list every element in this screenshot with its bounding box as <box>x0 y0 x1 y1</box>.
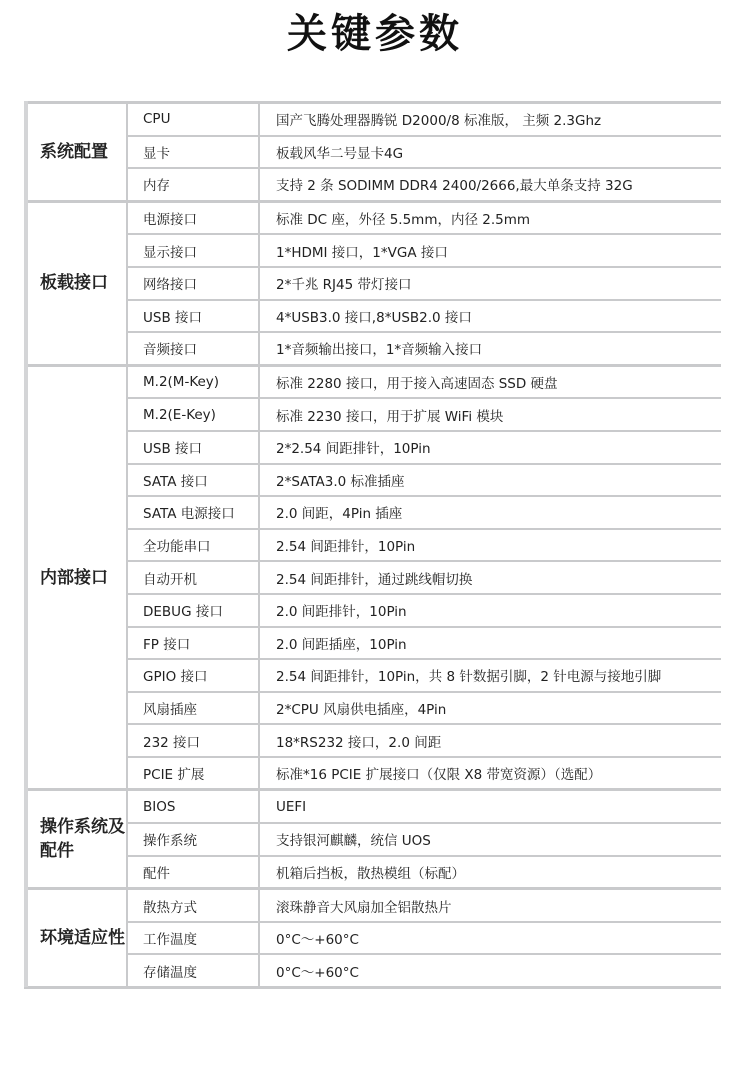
spec-item: 显示接口 <box>127 234 259 267</box>
spec-value: 支持 2 条 SODIMM DDR4 2400/2666,最大单条支持 32G <box>259 168 721 201</box>
spec-item: SATA 接口 <box>127 464 259 497</box>
spec-value: 标准*16 PCIE 扩展接口（仅限 X8 带宽资源）（选配） <box>259 757 721 790</box>
category-onboard-ports: 板载接口 <box>24 201 127 365</box>
spec-value: 2*CPU 风扇供电插座，4Pin <box>259 692 721 725</box>
spec-item: USB 接口 <box>127 300 259 333</box>
spec-item: 电源接口 <box>127 201 259 234</box>
table-row <box>24 889 721 922</box>
spec-item: 内存 <box>127 168 259 201</box>
table-row <box>24 365 721 398</box>
spec-item: USB 接口 <box>127 431 259 464</box>
spec-item: M.2(E-Key) <box>127 398 259 431</box>
spec-item: 风扇插座 <box>127 692 259 725</box>
spec-value: 板载风华二号显卡4G <box>259 136 721 169</box>
spec-item: DEBUG 接口 <box>127 594 259 627</box>
table-row <box>24 823 721 856</box>
table-row <box>24 201 721 234</box>
spec-value: 18*RS232 接口，2.0 间距 <box>259 724 721 757</box>
category-internal-ports: 内部接口 <box>24 365 127 790</box>
table-row <box>24 496 721 529</box>
spec-item: 操作系统 <box>127 823 259 856</box>
spec-item: 音频接口 <box>127 332 259 365</box>
spec-item: CPU <box>127 103 259 136</box>
spec-value: 0°C～+60°C <box>259 922 721 955</box>
category-environment: 环境适应性 <box>24 889 127 988</box>
table-row <box>24 594 721 627</box>
spec-value: 2.0 间距插座，10Pin <box>259 627 721 660</box>
spec-item: BIOS <box>127 790 259 823</box>
spec-value: UEFI <box>259 790 721 823</box>
spec-value: 2.0 间距，4Pin 插座 <box>259 496 721 529</box>
table-row <box>24 234 721 267</box>
spec-value: 1*HDMI 接口，1*VGA 接口 <box>259 234 721 267</box>
table-row <box>24 398 721 431</box>
spec-item: GPIO 接口 <box>127 659 259 692</box>
spec-value: 2.54 间距排针，10Pin，共 8 针数据引脚，2 针电源与接地引脚 <box>259 659 721 692</box>
spec-item: M.2(M-Key) <box>127 365 259 398</box>
spec-item: PCIE 扩展 <box>127 757 259 790</box>
table-row <box>24 856 721 889</box>
spec-value: 滚珠静音大风扇加全铝散热片 <box>259 889 721 922</box>
spec-value: 2.54 间距排针，通过跳线帽切换 <box>259 561 721 594</box>
spec-item: 工作温度 <box>127 922 259 955</box>
spec-value: 1*音频输出接口，1*音频输入接口 <box>259 332 721 365</box>
table-row <box>24 724 721 757</box>
table-row <box>24 922 721 955</box>
category-os-accessories: 操作系统及配件 <box>24 790 127 889</box>
spec-item: 配件 <box>127 856 259 889</box>
table-row <box>24 954 721 987</box>
spec-value: 标准 2280 接口，用于接入高速固态 SSD 硬盘 <box>259 365 721 398</box>
spec-value: 2*千兆 RJ45 带灯接口 <box>259 267 721 300</box>
table-row <box>24 692 721 725</box>
table-row <box>24 659 721 692</box>
spec-value: 0°C～+60°C <box>259 954 721 987</box>
spec-value: 2.54 间距排针，10Pin <box>259 529 721 562</box>
spec-value: 2*SATA3.0 标准插座 <box>259 464 721 497</box>
table-row <box>24 300 721 333</box>
spec-value: 2.0 间距排针，10Pin <box>259 594 721 627</box>
spec-value: 支持银河麒麟，统信 UOS <box>259 823 721 856</box>
table-row <box>24 168 721 201</box>
spec-value: 标准 2230 接口，用于扩展 WiFi 模块 <box>259 398 721 431</box>
category-system-config: 系统配置 <box>24 103 127 202</box>
spec-item: 散热方式 <box>127 889 259 922</box>
page-title: 关键参数 <box>287 11 463 57</box>
spec-item: 存储温度 <box>127 954 259 987</box>
spec-item: 网络接口 <box>127 267 259 300</box>
table-row <box>24 267 721 300</box>
spec-table <box>24 101 721 989</box>
table-row <box>24 431 721 464</box>
table-row <box>24 136 721 169</box>
spec-item: FP 接口 <box>127 627 259 660</box>
table-row <box>24 790 721 823</box>
spec-value: 国产飞腾处理器腾锐 D2000/8 标准版， 主频 2.3Ghz <box>259 103 721 136</box>
spec-value: 标准 DC 座，外径 5.5mm，内径 2.5mm <box>259 201 721 234</box>
spec-value: 4*USB3.0 接口,8*USB2.0 接口 <box>259 300 721 333</box>
table-row <box>24 757 721 790</box>
table-row <box>24 103 721 136</box>
spec-value: 2*2.54 间距排针，10Pin <box>259 431 721 464</box>
spec-item: 自动开机 <box>127 561 259 594</box>
spec-item: 显卡 <box>127 136 259 169</box>
table-row <box>24 529 721 562</box>
table-left-border <box>24 101 28 987</box>
table-row <box>24 464 721 497</box>
table-row <box>24 332 721 365</box>
spec-item: 232 接口 <box>127 724 259 757</box>
spec-value: 机箱后挡板，散热模组（标配） <box>259 856 721 889</box>
table-row <box>24 561 721 594</box>
spec-item: SATA 电源接口 <box>127 496 259 529</box>
table-row <box>24 627 721 660</box>
spec-item: 全功能串口 <box>127 529 259 562</box>
